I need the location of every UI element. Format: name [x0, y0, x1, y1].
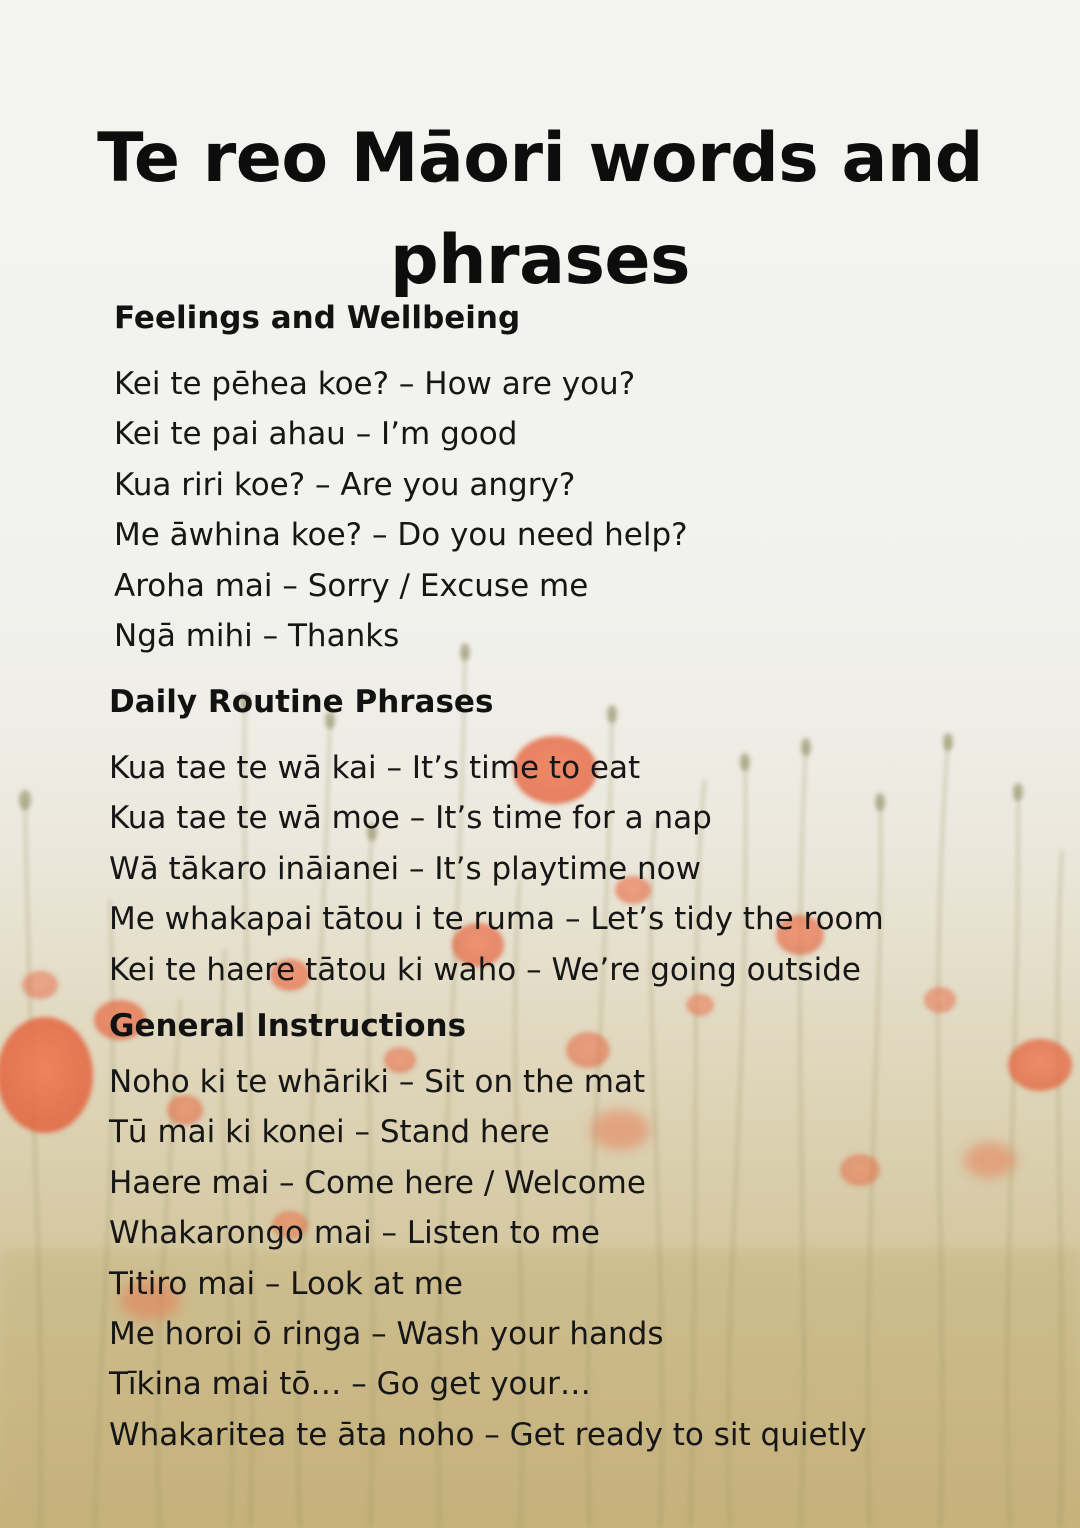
phrase-item: Me whakapai tātou i te ruma – Let’s tidy the room [109, 901, 884, 938]
phrase-item: Kei te haere tātou ki waho – We’re going outside [109, 951, 861, 988]
phrase-item: Whakarongo mai – Listen to me [109, 1215, 600, 1252]
phrase-list-feelings [114, 359, 688, 661]
phrase-item: Haere mai – Come here / Welcome [109, 1164, 646, 1201]
section-heading-feelings: Feelings and Wellbeing [114, 300, 521, 336]
phrase-item: Whakaritea te āta noho – Get ready to sit quietly [109, 1416, 867, 1453]
phrase-item: Kei te pēhea koe? – How are you? [114, 366, 636, 402]
phrase-item: Tīkina mai tō… – Go get your… [109, 1366, 591, 1403]
phrase-item: Wā tākaro ināianei – It’s playtime now [109, 850, 701, 887]
phrase-item: Titiro mai – Look at me [109, 1265, 464, 1302]
phrase-item: Me horoi ō ringa – Wash your hands [109, 1315, 664, 1352]
phrase-item: Kua riri koe? – Are you angry? [114, 466, 576, 503]
phrase-item: Noho ki te whāriki – Sit on the mat [109, 1064, 646, 1100]
phrase-list-general-instructions [109, 1057, 867, 1460]
phrase-item: Kua tae te wā moe – It’s time for a nap [109, 800, 712, 837]
phrase-item: Kei te pai ahau – I’m good [114, 416, 518, 453]
phrase-item: Aroha mai – Sorry / Excuse me [114, 567, 589, 604]
page-title: Te reo Māori words and phrases [97, 119, 983, 300]
phrase-item: Me āwhina koe? – Do you need help? [114, 517, 688, 554]
phrase-item: Ngā mihi – Thanks [114, 617, 400, 654]
phrase-item: Kua tae te wā kai – It’s time to eat [109, 750, 641, 786]
section-heading-daily-routine: Daily Routine Phrases [109, 684, 494, 720]
phrase-list-daily-routine [109, 743, 884, 995]
phrase-item: Tū mai ki konei – Stand here [109, 1114, 550, 1151]
section-heading-general-instructions: General Instructions [109, 1008, 467, 1044]
